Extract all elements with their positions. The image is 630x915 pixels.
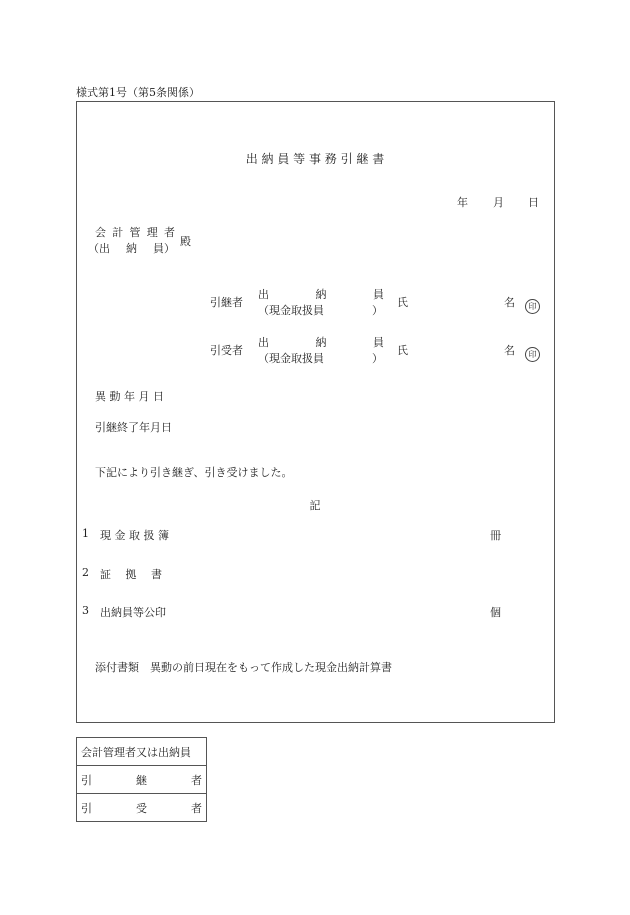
signature-row-transferee[interactable]: 引 受 者: [77, 794, 207, 822]
form-frame: [76, 101, 555, 723]
seal-icon: 印: [525, 299, 540, 314]
seal-icon: 印: [525, 347, 540, 362]
transfer-from-title-top: 出 納 員: [258, 288, 384, 301]
document-title: 出 納 員 等 事 務 引 継 書: [245, 152, 385, 166]
signature-table: [76, 737, 207, 822]
date-month: 月: [493, 196, 504, 209]
signature-table-header: 会計管理者又は出納員: [77, 738, 207, 766]
date-year: 年: [457, 196, 468, 209]
item-1-label: 現 金 取 扱 簿: [100, 529, 169, 542]
transfer-to-name-prefix: 氏: [397, 344, 408, 357]
statement: 下記により引き継ぎ、引き受けました。: [95, 466, 293, 479]
transfer-to-title-bottom-open: （現金取扱員: [258, 352, 324, 365]
transfer-to-role: 引受者: [210, 344, 243, 357]
item-2-label: 証 拠 書: [100, 568, 162, 581]
end-date-label: 引継終了年月日: [95, 421, 172, 434]
transfer-from-name-prefix: 氏: [397, 296, 408, 309]
item-3-number: 3: [82, 604, 89, 617]
signature-row-transferor[interactable]: 引 継 者: [77, 766, 207, 794]
transfer-from-seal: [525, 294, 540, 314]
date-day: 日: [528, 196, 539, 209]
change-date-label: 異 動 年 月 日: [95, 390, 164, 403]
form-label: 様式第1号（第5条関係）: [76, 86, 200, 99]
transfer-from-name-suffix: 名: [504, 296, 515, 309]
item-3-unit: 個: [490, 606, 501, 619]
addressee-line1: 会 計 管 理 者: [95, 226, 175, 239]
addressee-line2: （出 納 員）: [88, 242, 175, 255]
item-3-label: 出納員等公印: [100, 606, 166, 619]
item-1-unit: 冊: [490, 529, 501, 542]
attachment-note: 添付書類 異動の前日現在をもって作成した現金出納計算書: [95, 661, 392, 674]
transfer-to-title-top: 出 納 員: [258, 336, 384, 349]
transfer-from-title-bottom-open: （現金取扱員: [258, 304, 324, 317]
transfer-from-title-bottom-close: ）: [372, 304, 383, 317]
transfer-to-name-suffix: 名: [504, 344, 515, 357]
item-2-number: 2: [82, 566, 89, 579]
transfer-to-seal: [525, 342, 540, 362]
ki-heading: 記: [309, 499, 321, 512]
transfer-from-role: 引継者: [210, 296, 243, 309]
addressee-honorific: 殿: [180, 235, 191, 248]
transfer-to-title-bottom-close: ）: [372, 352, 383, 365]
item-1-number: 1: [82, 527, 89, 540]
